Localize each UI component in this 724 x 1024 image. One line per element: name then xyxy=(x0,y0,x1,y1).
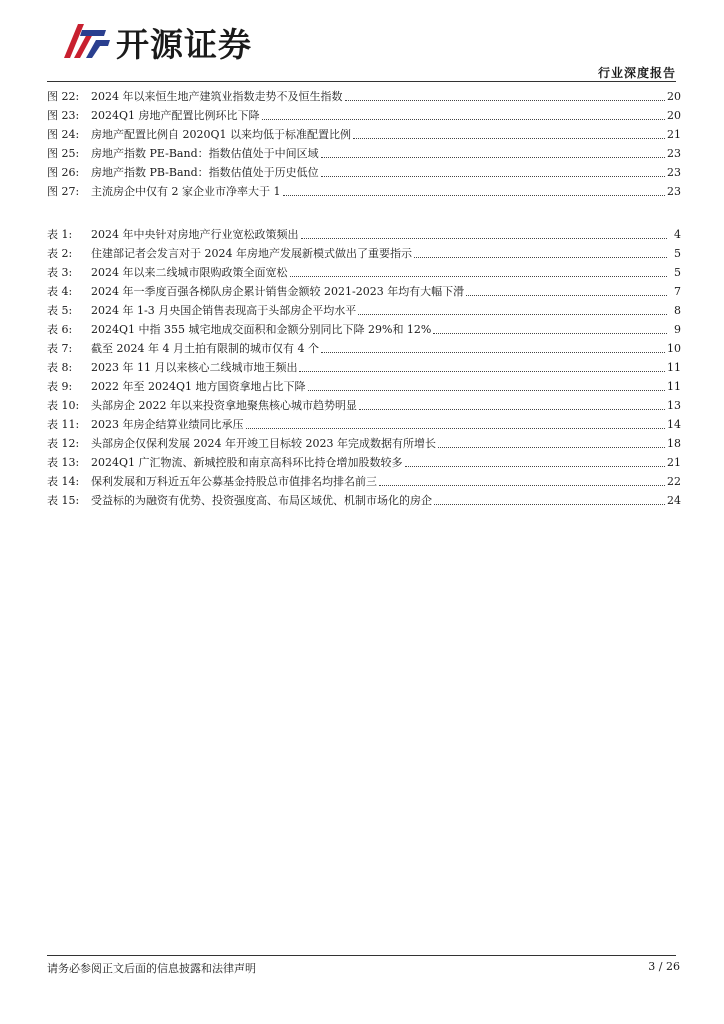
dot-leader xyxy=(301,237,668,239)
figure-entry-number: 图 25: xyxy=(47,147,80,160)
dot-leader xyxy=(379,484,665,486)
table-entry[interactable] xyxy=(47,490,681,508)
figure-entry[interactable] xyxy=(47,86,681,104)
table-entry-page[interactable]: 7 xyxy=(674,285,681,298)
figure-entry-title[interactable]: 房地产指数 PE-Band：指数估值处于中间区域 xyxy=(91,147,319,160)
table-entry[interactable] xyxy=(47,452,681,470)
dot-leader xyxy=(405,465,665,467)
table-entry-page[interactable]: 24 xyxy=(667,494,681,507)
dot-leader xyxy=(414,256,667,258)
table-entry-page[interactable]: 18 xyxy=(667,437,681,450)
page-number: 3 / 26 xyxy=(648,960,680,973)
dot-leader xyxy=(299,370,665,372)
figure-entry-page[interactable]: 20 xyxy=(667,109,681,122)
dot-leader xyxy=(345,99,666,101)
figure-entry[interactable] xyxy=(47,105,681,123)
table-entry-title[interactable]: 截至 2024 年 4 月土拍有限制的城市仅有 4 个 xyxy=(91,342,319,355)
brand-name: 开源证券 xyxy=(116,24,252,64)
table-entry-page[interactable]: 10 xyxy=(667,342,681,355)
header-divider xyxy=(47,81,676,82)
table-entry-title[interactable]: 2024 年中央针对房地产行业宽松政策频出 xyxy=(91,228,299,241)
dot-leader xyxy=(353,137,665,139)
table-entry-page[interactable]: 8 xyxy=(674,304,681,317)
figure-entry-title[interactable]: 房地产指数 PB-Band：指数估值处于历史低位 xyxy=(91,166,319,179)
table-entry-page[interactable]: 9 xyxy=(674,323,681,336)
table-entry-title[interactable]: 头部房企 2022 年以来投资拿地聚焦核心城市趋势明显 xyxy=(91,399,357,412)
table-entry[interactable] xyxy=(47,433,681,451)
table-entry-title[interactable]: 2023 年 11 月以来核心二线城市地王频出 xyxy=(91,361,298,374)
page-header xyxy=(0,0,724,90)
table-entry-number: 表 6: xyxy=(47,323,73,336)
dot-leader xyxy=(321,175,665,177)
figure-entry[interactable] xyxy=(47,181,681,199)
figure-entry-page[interactable]: 23 xyxy=(667,147,681,160)
table-entry[interactable] xyxy=(47,262,681,280)
table-entry-title[interactable]: 2024 年 1-3 月央国企销售表现高于头部房企平均水平 xyxy=(91,304,357,317)
table-entry[interactable] xyxy=(47,376,681,394)
brand-logo xyxy=(60,18,270,66)
dot-leader xyxy=(434,503,665,505)
figure-entry-page[interactable]: 21 xyxy=(667,128,681,141)
table-entry-title[interactable]: 2022 年至 2024Q1 地方国资拿地占比下降 xyxy=(91,380,306,393)
figure-entry-page[interactable]: 23 xyxy=(667,166,681,179)
footer-divider xyxy=(47,955,676,956)
table-entry[interactable] xyxy=(47,319,681,337)
table-entry-title[interactable]: 2024 年一季度百强各梯队房企累计销售金额较 2021-2023 年均有大幅下滑 xyxy=(91,285,465,298)
figure-entry[interactable] xyxy=(47,162,681,180)
table-entry[interactable] xyxy=(47,300,681,318)
table-entry-number: 表 15: xyxy=(47,494,80,507)
table-entry-title[interactable]: 2024Q1 广汇物流、新城控股和南京高科环比持仓增加股数较多 xyxy=(91,456,403,469)
report-type-label: 行业深度报告 xyxy=(597,66,676,80)
figure-entry-title[interactable]: 2024Q1 房地产配置比例环比下降 xyxy=(91,109,260,122)
table-entry-title[interactable]: 2024 年以来二线城市限购政策全面宽松 xyxy=(91,266,288,279)
table-entry[interactable] xyxy=(47,281,681,299)
figure-entry-title[interactable]: 房地产配置比例自 2020Q1 以来均低于标准配置比例 xyxy=(91,128,352,141)
table-entry[interactable] xyxy=(47,471,681,489)
table-entry-page[interactable]: 14 xyxy=(667,418,681,431)
dot-leader xyxy=(308,389,666,391)
figure-entry-page[interactable]: 20 xyxy=(667,90,681,103)
table-entry-title[interactable]: 保利发展和万科近五年公募基金持股总市值排名均排名前三 xyxy=(91,475,377,488)
table-entry-title[interactable]: 头部房企仅保利发展 2024 年开竣工目标较 2023 年完成数据有所增长 xyxy=(91,437,436,450)
table-entry-number: 表 10: xyxy=(47,399,80,412)
dot-leader xyxy=(358,313,667,315)
figure-entry-number: 图 22: xyxy=(47,90,80,103)
table-entry-title[interactable]: 2023 年房企结算业绩同比承压 xyxy=(91,418,244,431)
brand-logo-icon xyxy=(60,18,112,66)
figure-entry-title[interactable]: 主流房企中仅有 2 家企业市净率大于 1 xyxy=(91,185,281,198)
table-entry-number: 表 12: xyxy=(47,437,80,450)
table-entry-page[interactable]: 11 xyxy=(667,361,681,374)
table-entry-page[interactable]: 13 xyxy=(667,399,681,412)
figure-entry-page[interactable]: 23 xyxy=(667,185,681,198)
dot-leader xyxy=(246,427,666,429)
table-entry[interactable] xyxy=(47,395,681,413)
table-entry[interactable] xyxy=(47,224,681,242)
table-entry-number: 表 3: xyxy=(47,266,73,279)
table-entry-number: 表 13: xyxy=(47,456,80,469)
dot-leader xyxy=(438,446,665,448)
table-entry-page[interactable]: 4 xyxy=(674,228,681,241)
dot-leader xyxy=(262,118,665,120)
table-entry-page[interactable]: 11 xyxy=(667,380,681,393)
table-entry[interactable] xyxy=(47,414,681,432)
table-entry[interactable] xyxy=(47,243,681,261)
table-entry-number: 表 14: xyxy=(47,475,80,488)
table-entry-number: 表 11: xyxy=(47,418,80,431)
table-entry-number: 表 5: xyxy=(47,304,73,317)
footer-disclaimer: 请务必参阅正文后面的信息披露和法律声明 xyxy=(47,962,256,975)
table-entry-page[interactable]: 5 xyxy=(674,266,681,279)
dot-leader xyxy=(466,294,667,296)
table-entry-number: 表 4: xyxy=(47,285,73,298)
table-entry-page[interactable]: 22 xyxy=(667,475,681,488)
table-entry-number: 表 7: xyxy=(47,342,73,355)
dot-leader xyxy=(283,194,666,196)
dot-leader xyxy=(359,408,665,410)
dot-leader xyxy=(321,351,665,353)
table-entry-page[interactable]: 21 xyxy=(667,456,681,469)
table-entry[interactable] xyxy=(47,357,681,375)
dot-leader xyxy=(290,275,668,277)
figure-entry-number: 图 27: xyxy=(47,185,80,198)
table-entry[interactable] xyxy=(47,338,681,356)
table-entry-number: 表 1: xyxy=(47,228,73,241)
figure-entry-number: 图 23: xyxy=(47,109,80,122)
figure-entry[interactable] xyxy=(47,124,681,142)
table-entry-title[interactable]: 受益标的为融资有优势、投资强度高、布局区域优、机制市场化的房企 xyxy=(91,494,432,507)
figure-entry-number: 图 26: xyxy=(47,166,80,179)
dot-leader xyxy=(321,156,665,158)
dot-leader xyxy=(433,332,667,334)
table-entry-title[interactable]: 2024Q1 中指 355 城宅地成交面积和金额分别同比下降 29%和 12% xyxy=(91,323,432,336)
figure-entry-title[interactable]: 2024 年以来恒生地产建筑业指数走势不及恒生指数 xyxy=(91,90,343,103)
table-entry-title[interactable]: 住建部记者会发言对于 2024 年房地产发展新模式做出了重要指示 xyxy=(91,247,412,260)
figure-entry-number: 图 24: xyxy=(47,128,80,141)
figure-entry[interactable] xyxy=(47,143,681,161)
table-entry-number: 表 2: xyxy=(47,247,73,260)
table-entry-number: 表 8: xyxy=(47,361,73,374)
table-entry-number: 表 9: xyxy=(47,380,73,393)
table-entry-page[interactable]: 5 xyxy=(674,247,681,260)
